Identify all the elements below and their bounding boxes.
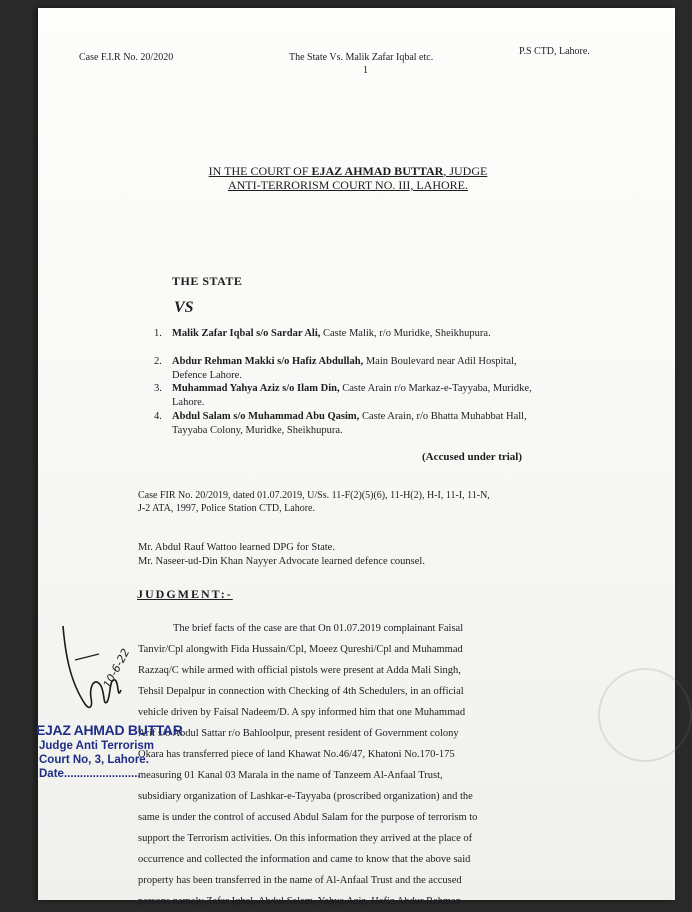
case-info-line1: Case FIR No. 20/2019, dated 01.07.2019, U/Ss. 11-F(2)(5)(6), 11-H(2), H-I, 11-I, 11-N, [138, 490, 490, 501]
counsel-state: Mr. Abdul Rauf Wattoo learned DPG for State. [138, 542, 335, 553]
judgment-line: persons namely Zafar Iqbal, Abdul Salam, Yahya Aziz, Hafiz Abdur Rehman [138, 896, 462, 907]
party-vs: VS [174, 299, 194, 316]
accused-list [154, 327, 544, 439]
case-info-line2: J-2 ATA, 1997, Police Station CTD, Lahore. [138, 503, 315, 514]
stamp-judge-title: Judge Anti Terrorism [39, 740, 155, 752]
judgment-line: same is under the control of accused Abdul Salam for the purpose of terrorism to [138, 812, 478, 823]
faint-stamp-mark [598, 668, 692, 762]
handwritten-date: 10-6-22 [100, 646, 133, 691]
judgment-line: Tehsil Depalpur in connection with Checking of 4th Schedulers, in an official [138, 686, 464, 697]
header-page-number: 1 [363, 65, 368, 76]
judgment-heading: JUDGMENT:- [137, 587, 233, 601]
list-item: 4. Abdul Salam s/o Muhammad Abu Qasim, Caste Arain, r/o Bhatta Muhabbat Hall, Tayyaba Colony, Muridke, Sheikhupura. [154, 411, 527, 436]
party-state: THE STATE [172, 274, 243, 288]
judgment-line: support the Terrorism activities. On this information they arrived at the place of [138, 833, 473, 844]
judgment-line: vehicle driven by Faisal Nadeem/D. A spy informed him that one Muhammad [138, 707, 466, 718]
judgment-line: measuring 01 Kanal 03 Marala in the name of Tanzeem Al-Anfaal Trust, [138, 770, 443, 781]
judgment-line: The brief facts of the case are that On 01.07.2019 complainant Faisal [173, 623, 464, 634]
judgment-line: Tanvir/Cpl alongwith Fida Hussain/Cpl, Moeez Qureshi/Cpl and Muhammad [138, 644, 463, 655]
stamp-judge-name: EJAZ AHMAD BUTTAR [36, 722, 183, 738]
judgment-line: occurrence and collected the information and came to know that the above said [138, 854, 471, 865]
judgment-line: Okara has transferred piece of land Khawat No.46/47, Khatoni No.170-175 [138, 749, 455, 760]
court-heading-line1: IN THE COURT OF EJAZ AHMAD BUTTAR, JUDGE [208, 164, 488, 178]
list-item: 2. Abdur Rehman Makki s/o Hafiz Abdullah, Main Boulevard near Adil Hospital, Defence Lahore. [154, 356, 517, 381]
counsel-defence: Mr. Naseer-ud-Din Khan Nayyer Advocate learned defence counsel. [138, 556, 425, 567]
judgment-line: Razzaq/C while armed with official pistols were present at Adda Mali Singh, [138, 665, 461, 676]
accused-status: (Accused under trial) [422, 451, 523, 463]
judgment-line: Arif s/o Abdul Sattar r/o Bahloolpur, present resident of Government colony [138, 728, 459, 739]
document-page [38, 8, 675, 907]
header-case-no: Case F.I.R No. 20/2020 [79, 52, 174, 63]
judgment-line: subsidiary organization of Lashkar-e-Tayyaba (proscribed organization) and the [138, 791, 473, 802]
court-heading-line2: ANTI-TERRORISM COURT NO. III, LAHORE. [227, 178, 469, 192]
list-item: 3. Muhammad Yahya Aziz s/o Ilam Din, Caste Arain r/o Markaz-e-Tayyaba, Muridke, Lahore. [154, 383, 532, 408]
header-case-title: The State Vs. Malik Zafar Iqbal etc. [289, 52, 434, 63]
signature-mark [55, 620, 135, 730]
list-item: 1. Malik Zafar Iqbal s/o Sardar Ali, Caste Malik, r/o Muridke, Sheikhupura. [154, 328, 491, 339]
stamp-court: Court No, 3, Lahore. [39, 754, 149, 766]
header-police-station: P.S CTD, Lahore. [519, 46, 590, 57]
judgment-line: property has been transferred in the name of Al-Anfaal Trust and the accused [138, 875, 462, 886]
stamp-date: Date........................ [39, 768, 141, 780]
